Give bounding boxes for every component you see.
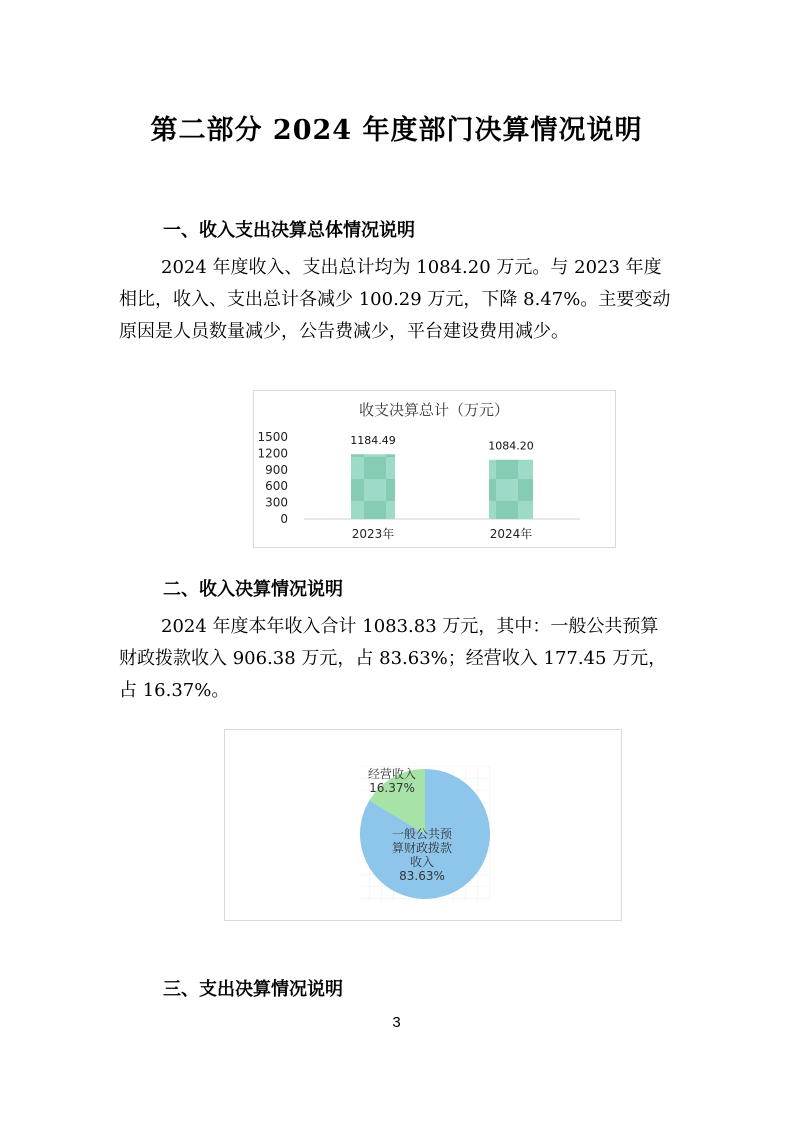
bar-chart-y-ticks — [257, 430, 288, 526]
bar-chart-marks — [350, 434, 534, 541]
bar-category-label: 2024年 — [489, 527, 533, 541]
bar-chart-y-tick: 300 — [265, 495, 288, 510]
bar-chart — [253, 390, 616, 548]
pie-chart — [224, 729, 622, 921]
pie-label-line: 算财政拨款 — [391, 841, 453, 855]
section-1-heading: 一、收入支出决算总体情况说明 — [163, 220, 415, 241]
page-number: 3 — [392, 1014, 401, 1031]
pie-percent-label: 83.63% — [399, 869, 445, 883]
bar-chart-svg — [254, 391, 615, 547]
bar-1 — [489, 460, 533, 519]
section-2-heading: 二、收入决算情况说明 — [163, 579, 343, 600]
pie-percent-label: 16.37% — [369, 781, 415, 795]
section-3-heading: 三、支出决算情况说明 — [163, 979, 343, 1000]
pie-label-line: 一般公共预 — [391, 827, 453, 841]
bar-0 — [351, 454, 395, 519]
pie-label-line: 收入 — [409, 855, 435, 869]
bar-value-label: 1184.49 — [350, 434, 396, 448]
pie-chart-svg — [225, 730, 621, 920]
bar-value-label: 1084.20 — [488, 439, 534, 453]
section-2-paragraph — [119, 611, 675, 707]
pie-label-line: 经营收入 — [367, 767, 417, 781]
section-1-text: 2024 年度收入、支出总计均为 1084.20 万元。与 2023 年度相比，收入、支出总计各减少 100.29 万元，下降 8.47%。主要变动原因是人员数量减少，公告费减少，平台建设费用减少。 — [119, 257, 671, 342]
bar-chart-y-tick: 0 — [280, 512, 288, 526]
bar-category-label: 2023年 — [351, 527, 395, 541]
bar-chart-y-tick: 1500 — [257, 430, 288, 444]
bar-chart-title: 收支决算总计（万元） — [358, 401, 510, 419]
page-title: 第二部分 2024 年度部门决算情况说明 — [150, 115, 643, 146]
bar-chart-y-tick: 1200 — [257, 446, 288, 461]
section-2-text: 2024 年度本年收入合计 1083.83 万元，其中：一般公共预算财政拨款收入 906.38 万元，占 83.63%；经营收入 177.45 万元，占 16.37%。 — [119, 616, 667, 701]
section-1-paragraph — [119, 252, 675, 348]
bar-chart-y-tick: 900 — [265, 462, 288, 477]
bar-chart-y-tick: 600 — [265, 479, 288, 494]
